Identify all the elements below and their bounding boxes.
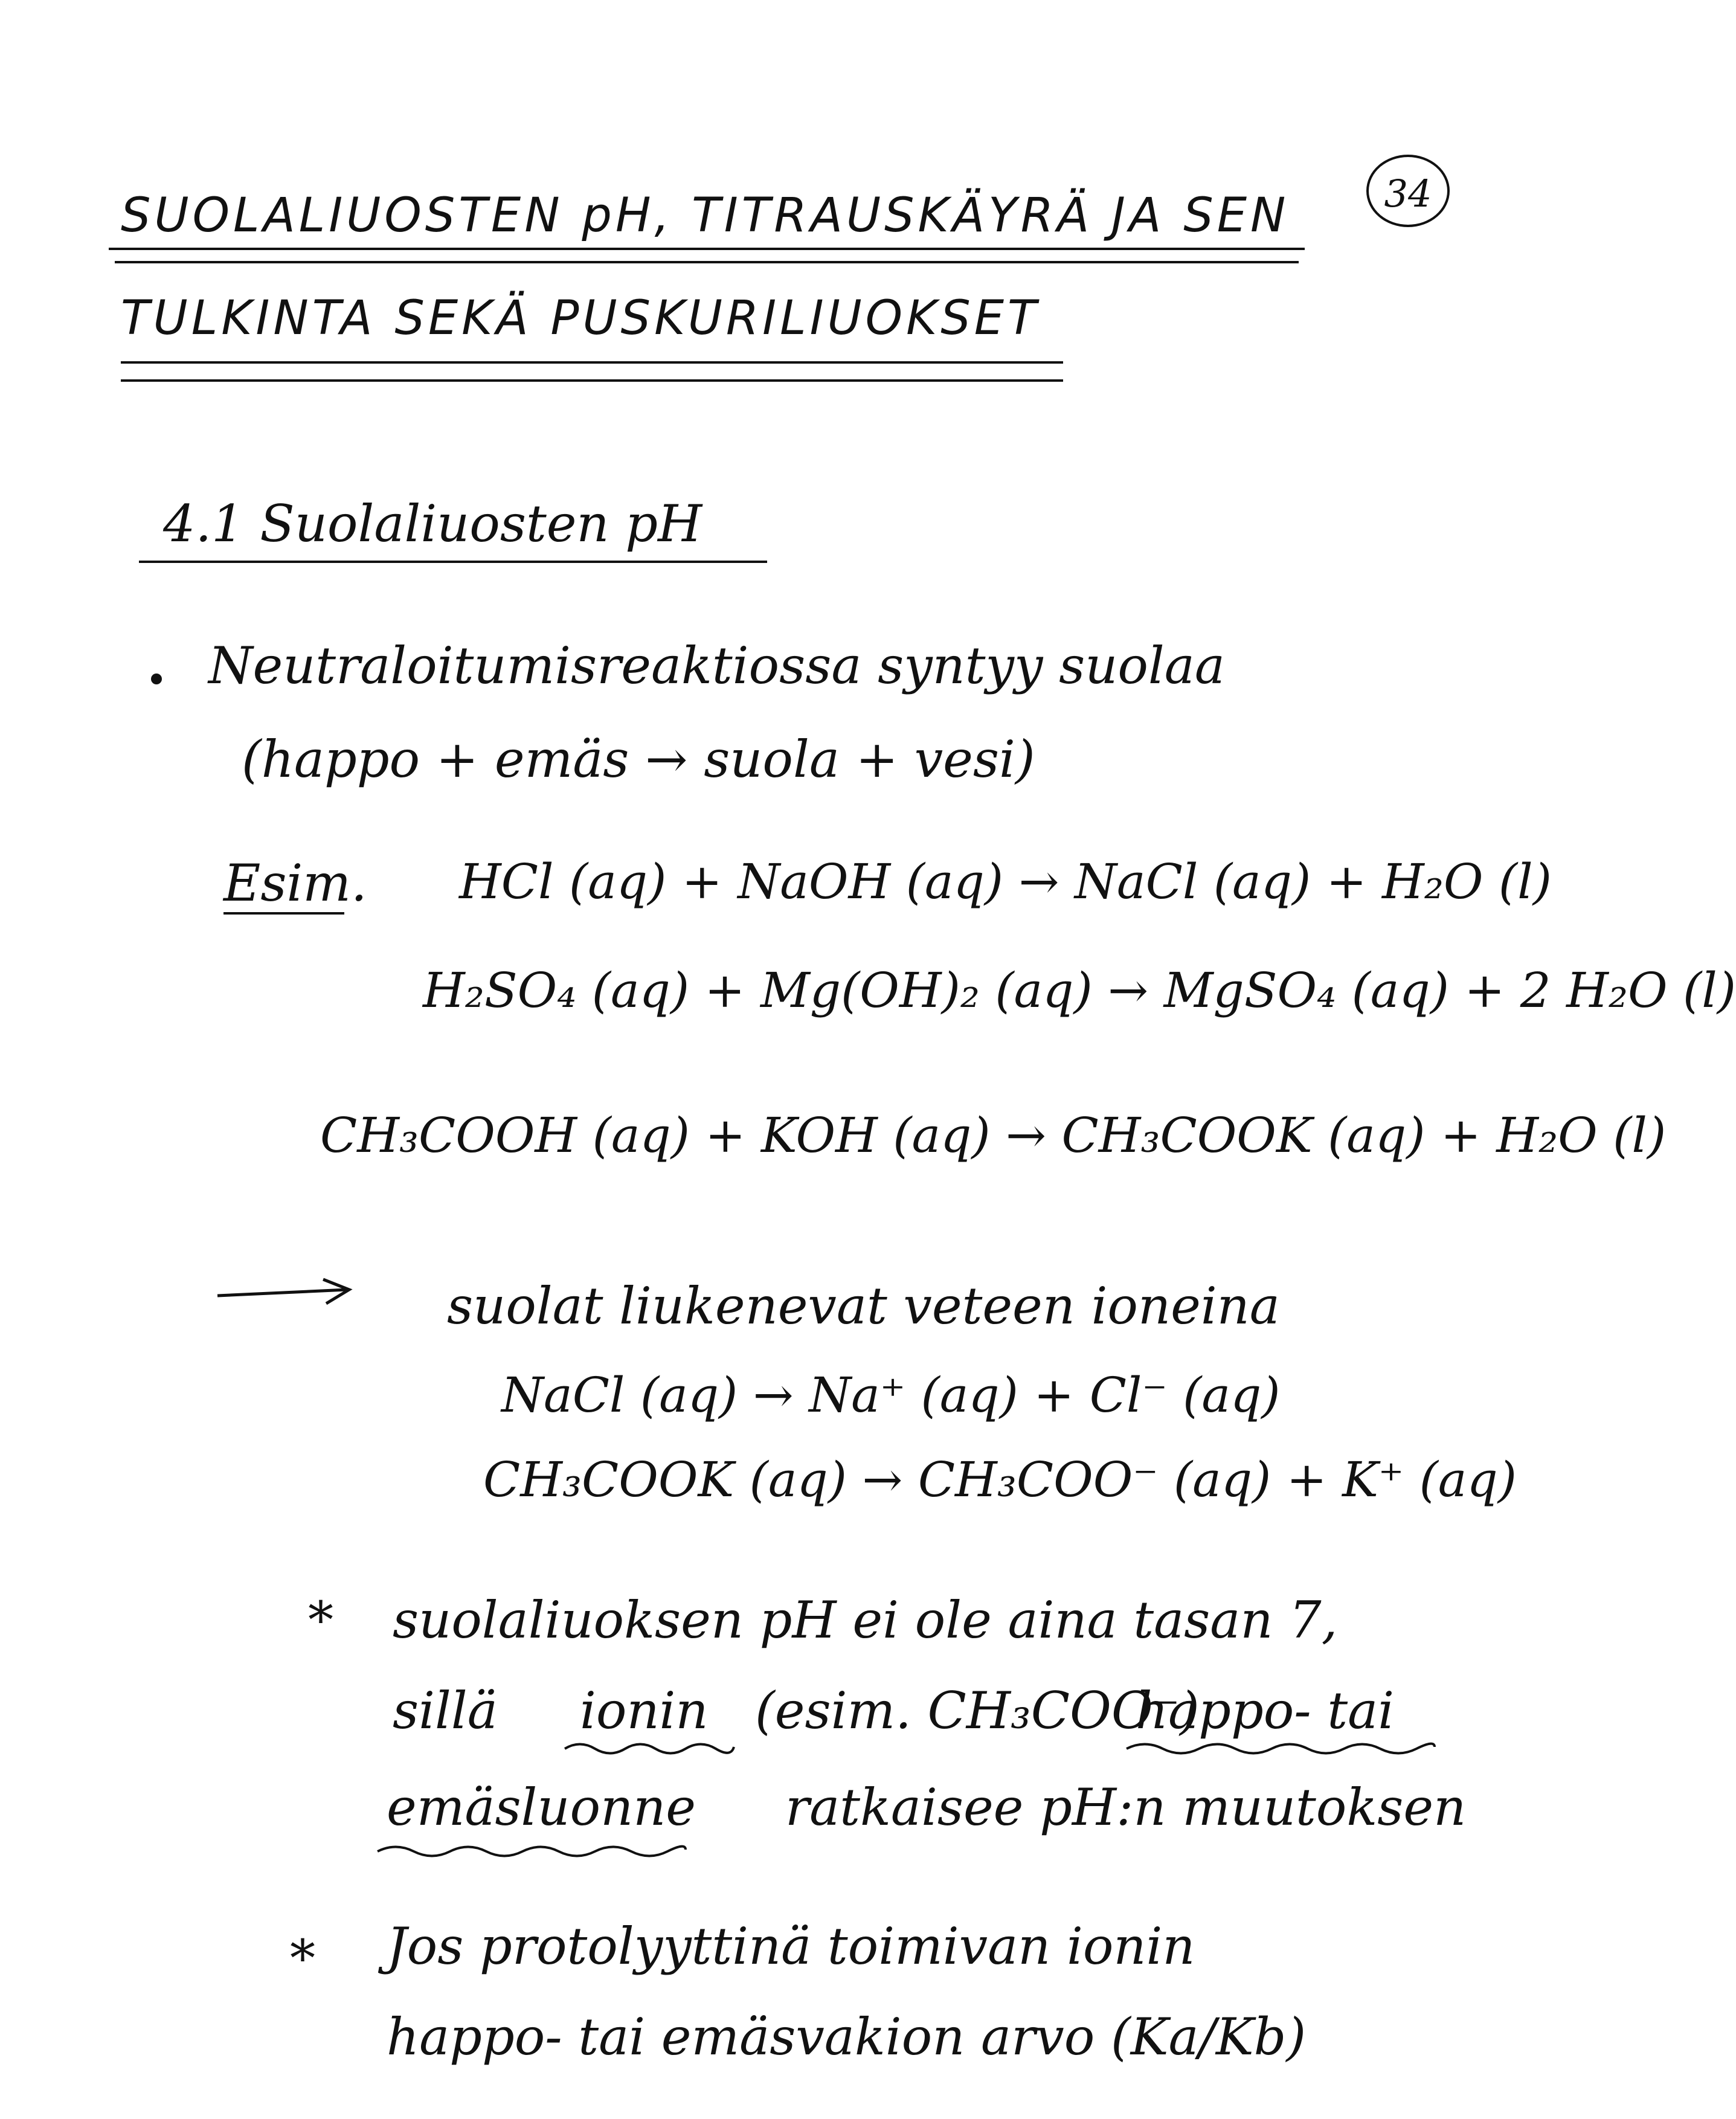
note-1-line-2-start: sillä [393, 1681, 498, 1740]
page-number-circle [1366, 155, 1450, 227]
note-1-line-1: suolaliuoksen pH ei ole aina tasan 7, [393, 1590, 1338, 1650]
note-1-happo-tai: happo- tai [1136, 1681, 1395, 1740]
example-label-underline [223, 912, 344, 915]
note-2-line-1: Jos protolyyttinä toimivan ionin [387, 1917, 1195, 1976]
title-underline-1b [115, 261, 1299, 263]
bullet-dot [151, 674, 162, 684]
note-2-line-2: happo- tai emäsvakion arvo (Ka/Kb) [387, 2007, 1307, 2066]
example-equation-3: CH₃COOH (aq) + KOH (aq) → CH₃COOK (aq) + H₂O (l) [320, 1107, 1667, 1163]
example-equation-1: HCl (aq) + NaOH (aq) → NaCl (aq) + H₂O (l) [459, 854, 1552, 910]
example-equation-2: H₂SO₄ (aq) + Mg(OH)₂ (aq) → MgSO₄ (aq) + 2 H₂O (l) [423, 962, 1736, 1018]
dissociation-equation-2: CH₃COOK (aq) → CH₃COO⁻ (aq) + K⁺ (aq) [483, 1452, 1517, 1508]
arrow-right-icon [211, 1275, 356, 1311]
title-underline-2b [121, 379, 1063, 382]
dissociation-equation-1: NaCl (aq) → Na⁺ (aq) + Cl⁻ (aq) [501, 1367, 1281, 1423]
title-line-1: SUOLALIUOSTEN pH, TITRAUSKÄYRÄ JA SEN [121, 188, 1290, 243]
note-1-marker: * [308, 1590, 333, 1650]
note-1-line-3-end: ratkaisee pH:n muutoksen [785, 1778, 1467, 1837]
section-heading: 4.1 Suolaliuosten pH [163, 494, 702, 553]
page-number: 34 [1384, 172, 1432, 216]
bullet-line-1: Neutraloitumisreaktiossa syntyy suolaa [208, 636, 1225, 695]
note-2-marker: * [290, 1929, 315, 1988]
title-underline-1a [109, 248, 1305, 250]
ionin-wavy-underline [562, 1740, 737, 1758]
bullet-line-2: (happo + emäs → suola + vesi) [242, 730, 1035, 789]
title-underline-2a [121, 361, 1063, 364]
title-line-2: TULKINTA SEKÄ PUSKURILIUOKSET [121, 291, 1040, 346]
note-1-ionin: ionin [580, 1681, 709, 1740]
note-1-emasluonne: emäsluonne [387, 1778, 696, 1837]
section-heading-underline [139, 561, 767, 563]
example-label: Esim. [223, 854, 367, 913]
arrow-note-text: suolat liukenevat veteen ioneina [447, 1276, 1280, 1336]
note-1-example: (esim. CH₃COO⁻) [755, 1681, 1200, 1740]
happo-tai-wavy-underline [1124, 1740, 1438, 1758]
emasluonne-wavy-underline [375, 1842, 689, 1860]
